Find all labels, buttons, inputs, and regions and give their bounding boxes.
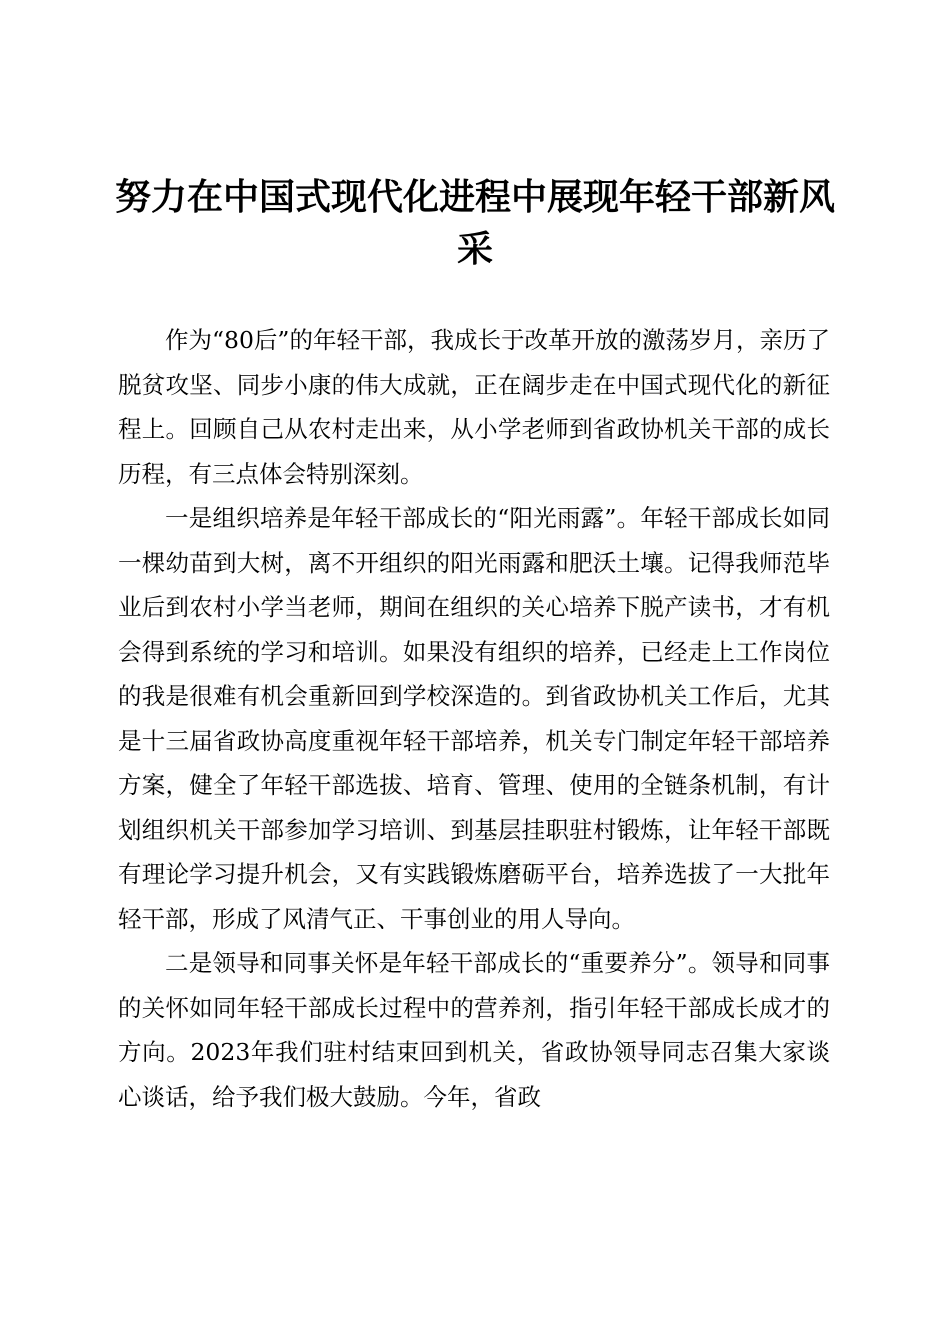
document-body (118, 318, 830, 1119)
paragraph-point-two: 二是领导和同事关怀是年轻干部成长的“重要养分”。领导和同事的关怀如同年轻干部成长过程中的营养剂，指引年轻干部成长成才的方向。2023年我们驻村结束回到机关，省政协领导同志召集大家谈心谈话，给予我们极大鼓励。今年，省政 (118, 949, 830, 1111)
document-title: 努力在中国式现代化进程中展现年轻干部新风采 (114, 177, 835, 270)
paragraph-intro: 作为“80后”的年轻干部，我成长于改革开放的激荡岁月，亲历了脱贫攻坚、同步小康的伟大成就，正在阔步走在中国式现代化的新征程上。回顾自己从农村走出来，从小学老师到省政协机关干部的成长历程，有三点体会特别深刻。 (118, 326, 830, 488)
paragraph-point-one: 一是组织培养是年轻干部成长的“阳光雨露”。年轻干部成长如同一棵幼苗到大树，离不开组织的阳光雨露和肥沃土壤。记得我师范毕业后到农村小学当老师，期间在组织的关心培养下脱产读书，才有机会得到系统的学习和培训。如果没有组织的培养，已经走上工作岗位的我是很难有机会重新回到学校深造的。到省政协机关工作后，尤其是十三届省政协高度重视年轻干部培养，机关专门制定年轻干部培养方案，健全了年轻干部选拔、培育、管理、使用的全链条机制，有计划组织机关干部参加学习培训、到基层挂职驻村锻炼，让年轻干部既有理论学习提升机会，又有实践锻炼磨砺平台，培养选拔了一大批年轻干部，形成了风清气正、干事创业的用人导向。 (118, 504, 830, 933)
